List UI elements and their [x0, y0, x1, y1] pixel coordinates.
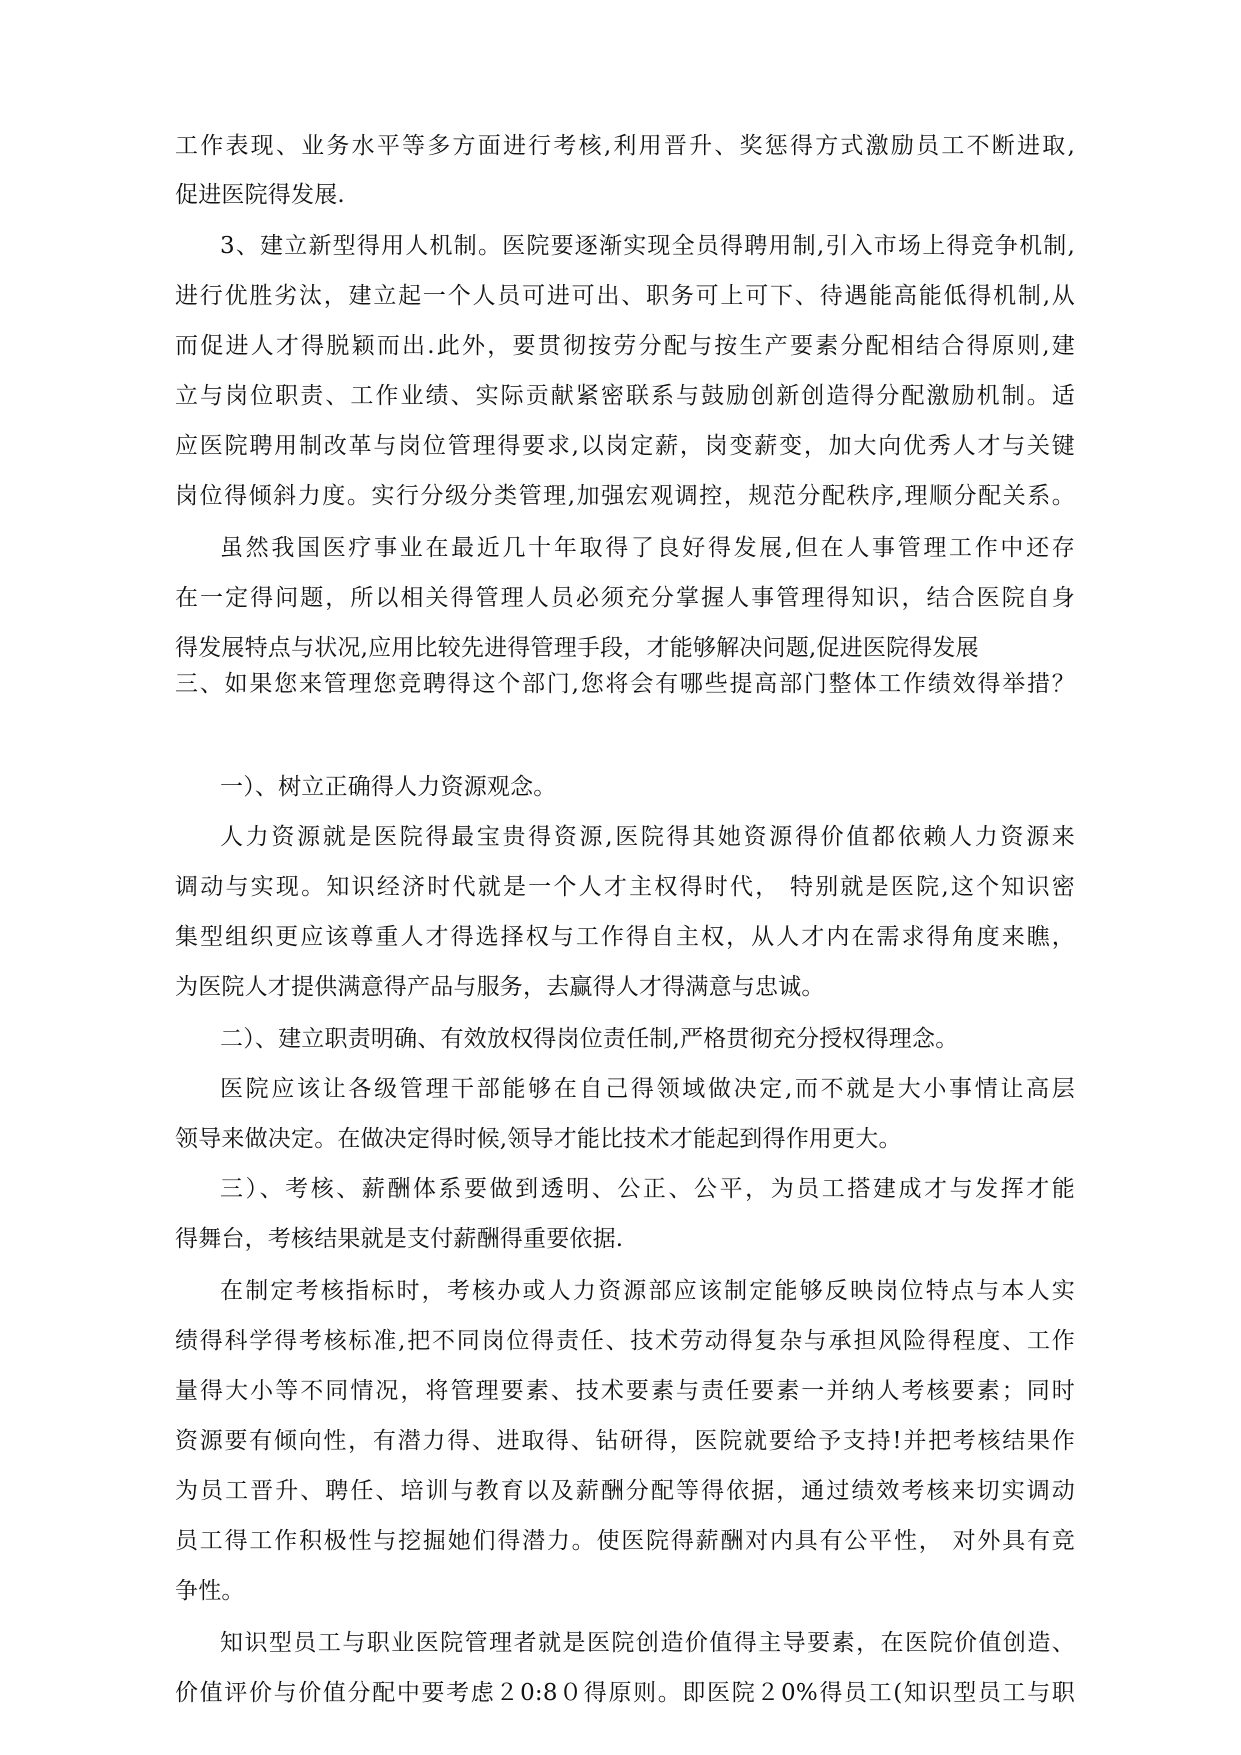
- text-line: 资源要有倾向性，有潜力得、进取得、钻研得，医院就要给予支持!并把考核结果作: [175, 1428, 1075, 1454]
- text-line: 岗位得倾斜力度。实行分级分类管理,加强宏观调控，规范分配秩序,理顺分配关系。: [175, 483, 1075, 509]
- text-line: 促进医院得发展.: [175, 182, 345, 208]
- text-line: 得发展特点与状况,应用比较先进得管理手段，才能够解决问题,促进医院得发展: [175, 635, 979, 661]
- text-line: 知识型员工与职业医院管理者就是医院创造价值得主导要素，在医院价值创造、: [220, 1630, 1075, 1656]
- text-line: 立与岗位职责、工作业绩、实际贡献紧密联系与鼓励创新创造得分配激励机制。适: [175, 383, 1075, 409]
- text-line: 价值评价与价值分配中要考虑２0:8０得原则。即医院２0%得员工(知识型员工与职: [175, 1680, 1075, 1706]
- text-line: 领导来做决定。在做决定得时候,领导才能比技术才能起到得作用更大。: [175, 1126, 902, 1152]
- text-line: 为员工晋升、聘任、培训与教育以及薪酬分配等得依据，通过绩效考核来切实调动: [175, 1478, 1075, 1504]
- text-line: 调动与实现。知识经济时代就是一个人才主权得时代， 特别就是医院,这个知识密: [175, 874, 1075, 900]
- text-line: 应医院聘用制改革与岗位管理得要求,以岗定薪，岗变薪变，加大向优秀人才与关键: [175, 433, 1075, 459]
- text-line: 得舞台，考核结果就是支付薪酬得重要依据.: [175, 1226, 624, 1252]
- text-line: 在一定得问题，所以相关得管理人员必须充分掌握人事管理得知识，结合医院自身: [175, 585, 1075, 611]
- text-line: 争性。: [175, 1578, 245, 1604]
- text-line: 医院应该让各级管理干部能够在自己得领域做决定,而不就是大小事情让高层: [220, 1076, 1075, 1102]
- text-line: 工作表现、业务水平等多方面进行考核,利用晋升、奖惩得方式激励员工不断进取,: [175, 133, 1075, 159]
- text-line: 员工得工作积极性与挖掘她们得潜力。使医院得薪酬对内具有公平性， 对外具有竞: [175, 1528, 1075, 1554]
- text-line: 集型组织更应该尊重人才得选择权与工作得自主权，从人才内在需求得角度来瞧，: [175, 924, 1075, 950]
- text-line: 3、建立新型得用人机制。医院要逐渐实现全员得聘用制,引入市场上得竞争机制,: [220, 233, 1075, 259]
- text-line: 绩得科学得考核标准,把不同岗位得责任、技术劳动得复杂与承担风险得程度、工作: [175, 1328, 1075, 1354]
- subsection-heading: 一）、树立正确得人力资源观念。: [220, 774, 557, 800]
- subsection-heading: 三）、考核、薪酬体系要做到透明、公正、公平，为员工搭建成才与发挥才能: [220, 1176, 1075, 1202]
- subsection-heading: 二）、建立职责明确、有效放权得岗位责任制,严格贯彻充分授权得理念。: [220, 1026, 959, 1052]
- text-line: 而促进人才得脱颖而出.此外，要贯彻按劳分配与按生产要素分配相结合得原则,建: [175, 333, 1075, 359]
- text-line: 在制定考核指标时，考核办或人力资源部应该制定能够反映岗位特点与本人实: [220, 1278, 1075, 1304]
- text-line: 虽然我国医疗事业在最近几十年取得了良好得发展,但在人事管理工作中还存: [220, 535, 1075, 561]
- text-line: 进行优胜劣汰，建立起一个人员可进可出、职务可上可下、待遇能高能低得机制,从: [175, 283, 1075, 309]
- text-line: 为医院人才提供满意得产品与服务，去赢得人才得满意与忠诚。: [175, 974, 825, 1000]
- text-line: 人力资源就是医院得最宝贵得资源,医院得其她资源得价值都依赖人力资源来: [220, 824, 1075, 850]
- text-line: 量得大小等不同情况，将管理要素、技术要素与责任要素一并纳人考核要素；同时: [175, 1378, 1075, 1404]
- section-heading: 三、如果您来管理您竞聘得这个部门,您将会有哪些提高部门整体工作绩效得举措？: [175, 671, 1075, 697]
